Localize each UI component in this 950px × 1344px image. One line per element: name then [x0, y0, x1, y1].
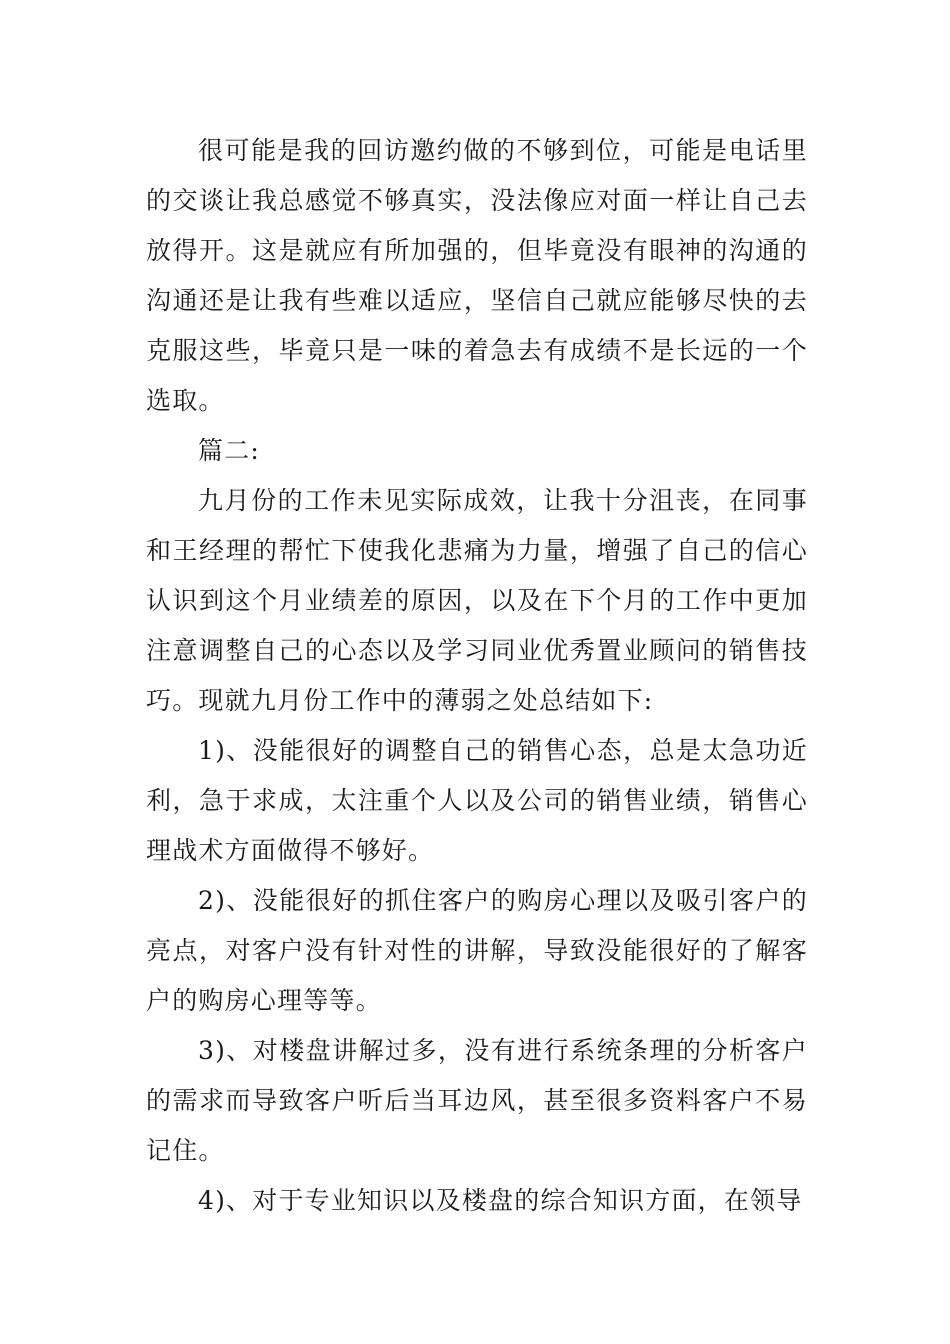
list-item-3: 3)、对楼盘讲解过多，没有进行系统条理的分析客户的需求而导致客户听后当耳边风，甚至很多资料客户不易记住。 [146, 1036, 808, 1165]
section-heading: 篇二: [198, 436, 261, 465]
paragraph-1: 很可能是我的回访邀约做的不够到位，可能是电话里的交谈让我总感觉不够真实，没法像应对面一样让自己去放得开。这是就应有所加强的，但毕竟没有眼神的沟通的沟通还是让我有些难以适应，坚信自己就应能够尽快的去克服这些，毕竟只是一味的着急去有成绩不是长远的一个选取。 [146, 136, 808, 415]
list-item-1: 1)、没能很好的调整自己的销售心态，总是太急功近利，急于求成，太注重个人以及公司的销售业绩，销售心理战术方面做得不够好。 [146, 736, 808, 865]
list-item-4: 4)、对于专业知识以及楼盘的综合知识方面，在领导 [198, 1186, 803, 1215]
document-body [146, 126, 808, 1226]
list-item-2: 2)、没能很好的抓住客户的购房心理以及吸引客户的亮点，对客户没有针对性的讲解，导致没能很好的了解客户的购房心理等等。 [146, 886, 808, 1015]
paragraph-2: 九月份的工作未见实际成效，让我十分沮丧，在同事和王经理的帮忙下使我化悲痛为力量，增强了自己的信心认识到这个月业绩差的原因，以及在下个月的工作中更加注意调整自己的心态以及学习同业优秀置业顾问的销售技巧。现就九月份工作中的薄弱之处总结如下: [146, 486, 808, 715]
